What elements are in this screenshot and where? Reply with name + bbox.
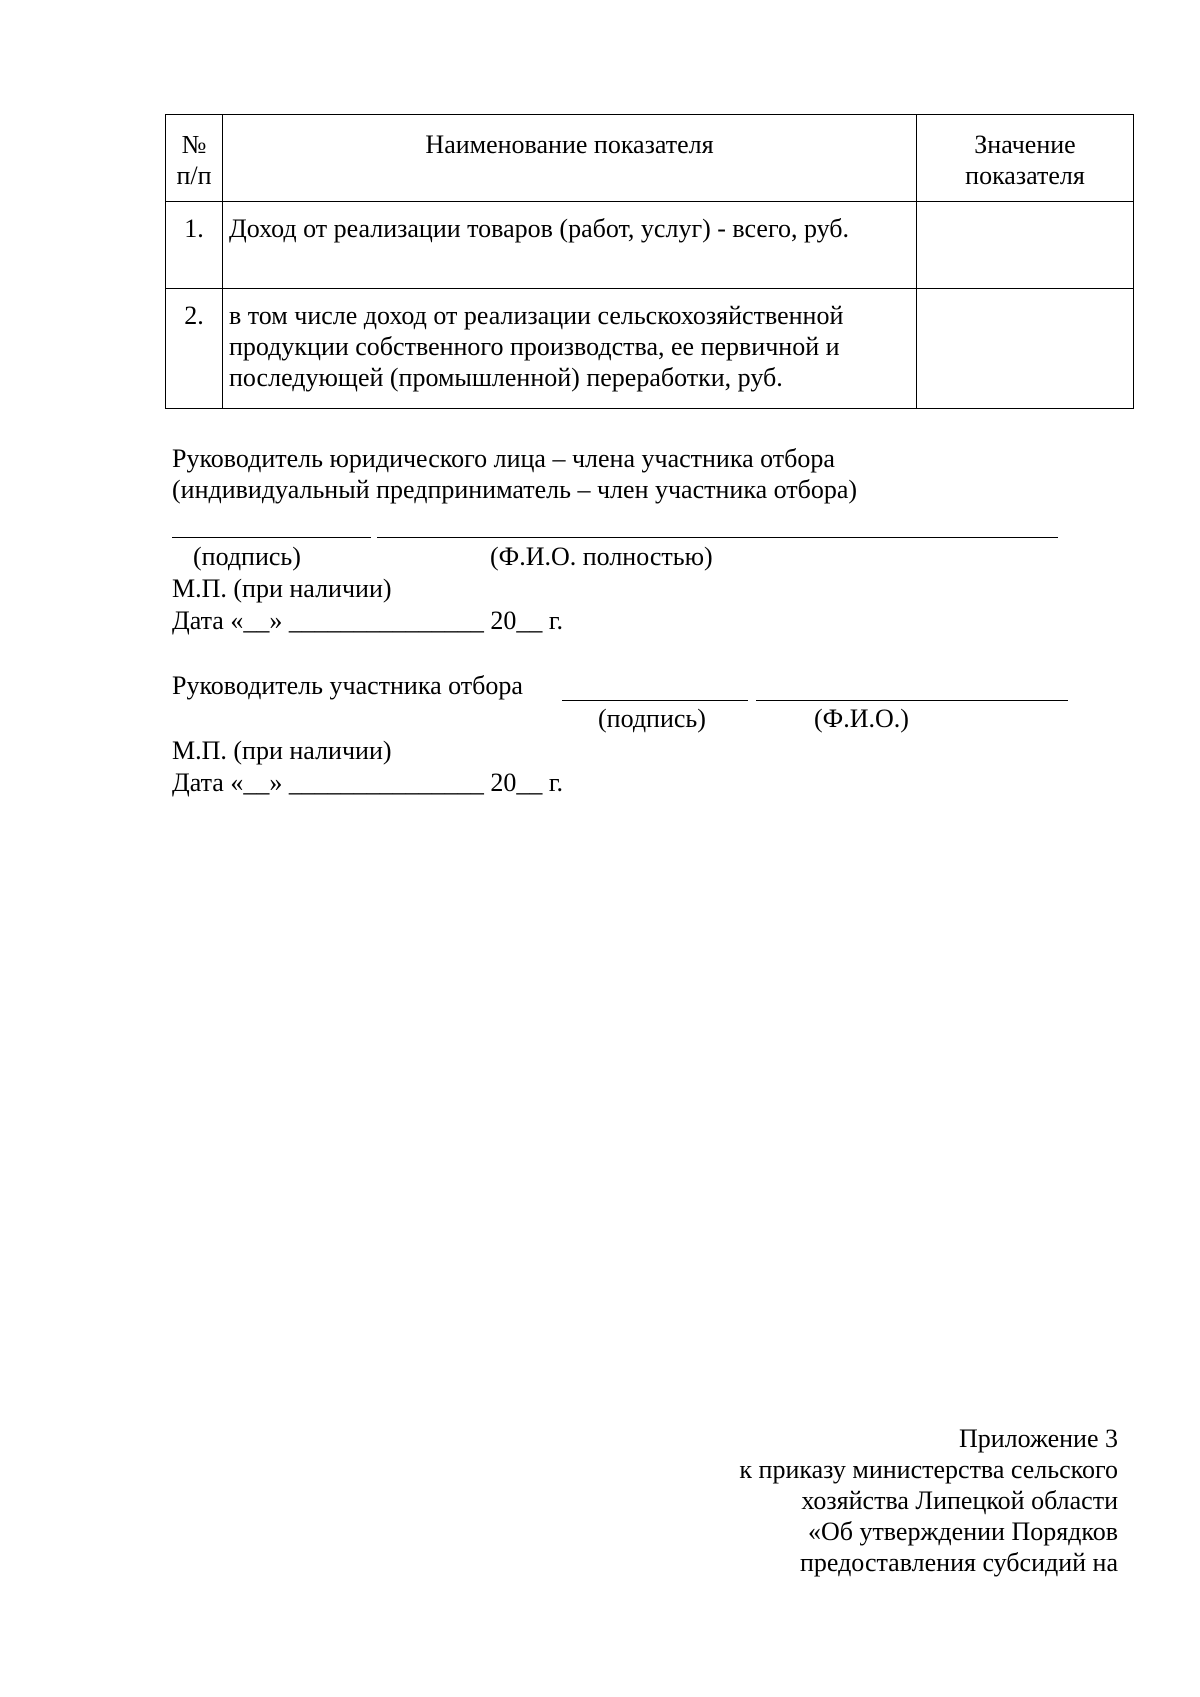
header-value: Значение показателя bbox=[917, 115, 1134, 202]
row-value-cell bbox=[917, 202, 1134, 289]
header-number: № п/п bbox=[166, 115, 223, 202]
participant-date-line: Дата «__» _______________ 20__ г. bbox=[172, 768, 564, 797]
appendix-line: к приказу министерства сельского bbox=[739, 1455, 1118, 1484]
row-number-cell: 1. bbox=[166, 202, 223, 289]
member-signature-line bbox=[172, 537, 371, 538]
participant-stamp: М.П. (при наличии) bbox=[172, 736, 392, 765]
participant-signature-caption: (подпись) bbox=[598, 704, 706, 733]
header-name: Наименование показателя bbox=[223, 115, 917, 202]
row-name-cell: Доход от реализации товаров (работ, услуг) - всего, руб. bbox=[223, 202, 917, 289]
participant-fio-caption: (Ф.И.О.) bbox=[814, 704, 909, 733]
appendix-note bbox=[739, 1423, 1118, 1578]
member-date-line: Дата «__» _______________ 20__ г. bbox=[172, 606, 564, 635]
table-row bbox=[166, 202, 1134, 289]
appendix-line: предоставления субсидий на bbox=[799, 1548, 1118, 1577]
appendix-line: Приложение 3 bbox=[958, 1424, 1118, 1453]
row-number-cell: 2. bbox=[166, 289, 223, 409]
indicators-table bbox=[165, 114, 1134, 409]
member-fio-line bbox=[377, 537, 1058, 538]
table-row bbox=[166, 289, 1134, 409]
participant-signature-line bbox=[562, 700, 748, 701]
table-header-row bbox=[166, 115, 1134, 202]
appendix-line: хозяйства Липецкой области bbox=[801, 1486, 1118, 1515]
member-signature-caption: (подпись) bbox=[193, 542, 301, 571]
participant-fio-line bbox=[756, 700, 1068, 701]
row-name-cell: в том числе доход от реализации сельскохозяйственной продукции собственного производства, ее первичной и последующей (промышленной) переработки, руб. bbox=[223, 289, 917, 409]
member-title-line2: (индивидуальный предприниматель – член участника отбора) bbox=[172, 475, 858, 504]
member-stamp: М.П. (при наличии) bbox=[172, 574, 392, 603]
member-fio-caption: (Ф.И.О. полностью) bbox=[490, 542, 713, 571]
appendix-line: «Об утверждении Порядков bbox=[807, 1517, 1118, 1546]
row-value-cell bbox=[917, 289, 1134, 409]
participant-title: Руководитель участника отбора bbox=[172, 671, 523, 700]
member-title-line1: Руководитель юридического лица – члена участника отбора bbox=[172, 444, 835, 473]
